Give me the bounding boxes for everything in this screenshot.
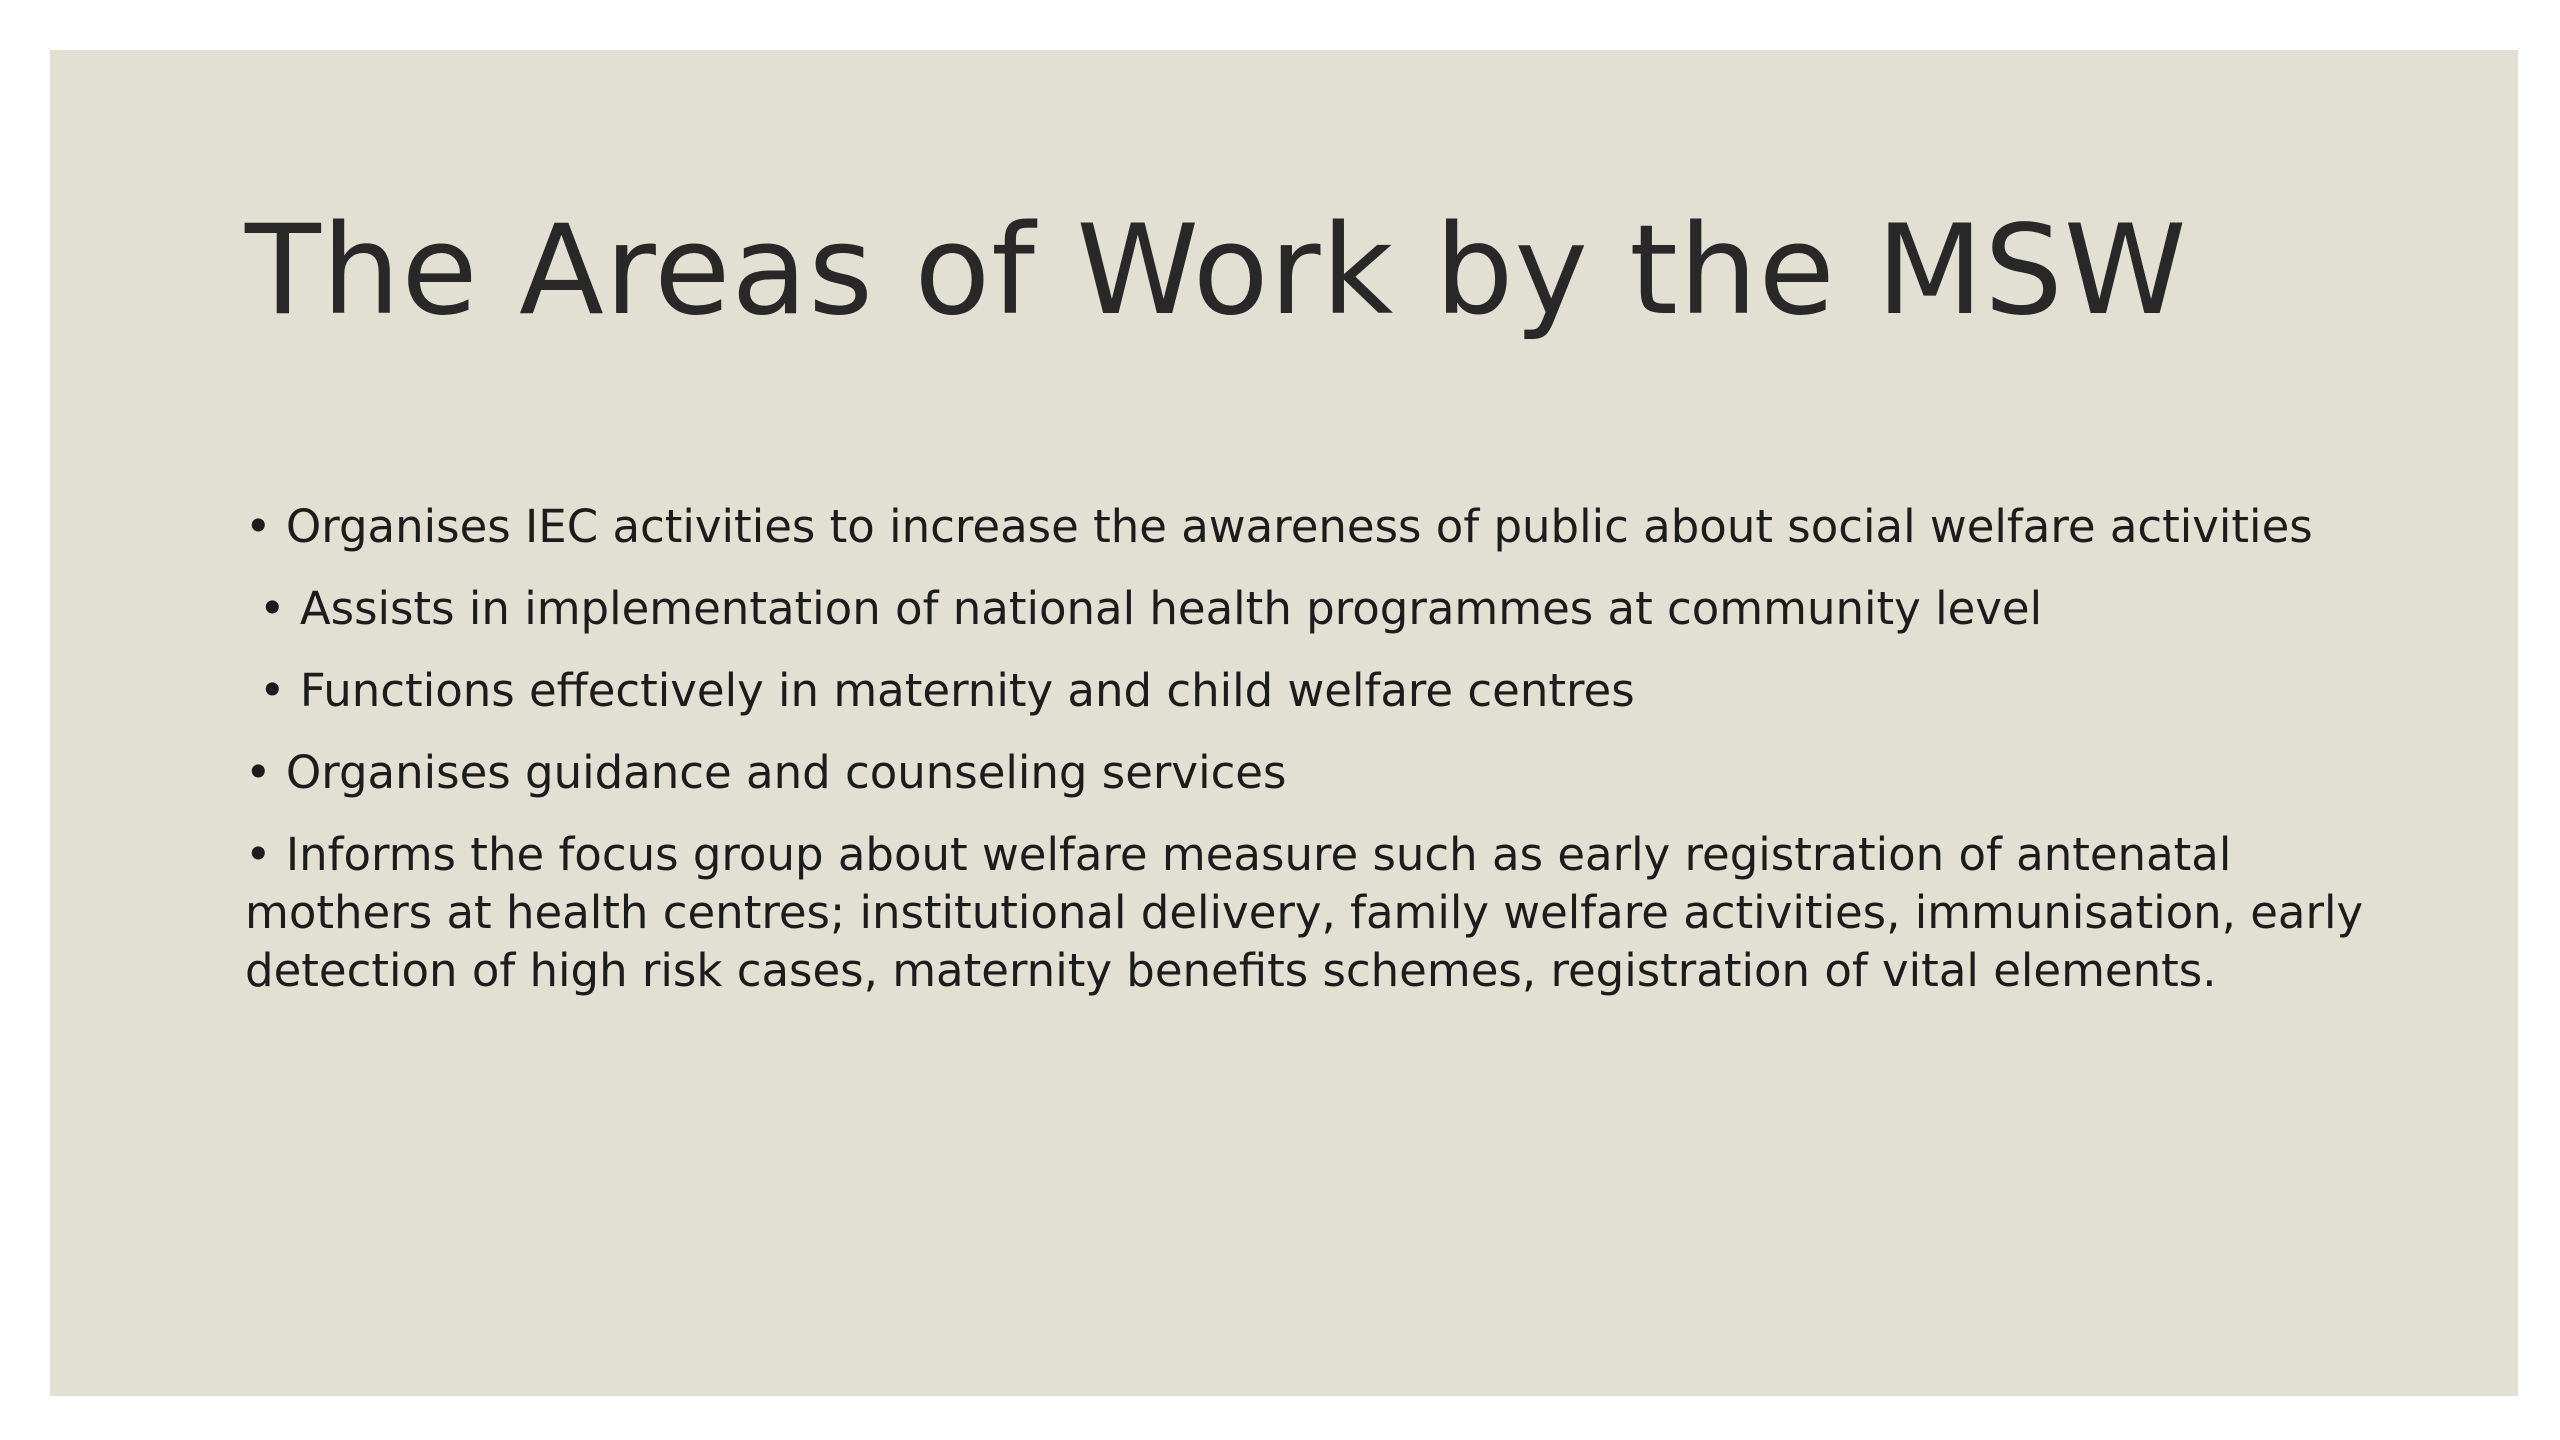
slide-bullet-list — [245, 498, 2365, 1024]
bullet-item-national-health-programmes: • Assists in implementation of national health programmes at community level — [259, 582, 2043, 635]
bullet-item-guidance-counseling: • Organises guidance and counseling services — [245, 746, 1287, 799]
bullet-item-maternity-child-welfare: • Functions effectively in maternity and child welfare centres — [259, 664, 1635, 717]
slide-title: The Areas of Work by the MSW — [245, 199, 2188, 343]
bullet-item-iec-activities: • Organises IEC activities to increase the awareness of public about social welfare activities — [245, 500, 2313, 553]
slide — [50, 50, 2518, 1396]
bullet-item-focus-group-welfare: • Informs the focus group about welfare measure such as early registration of antenatal mothers at health centres; institutional delivery, family welfare activities, immunisation, early detection of high risk cases, maternity benefits schemes, registration of vital elements. — [245, 828, 2364, 997]
